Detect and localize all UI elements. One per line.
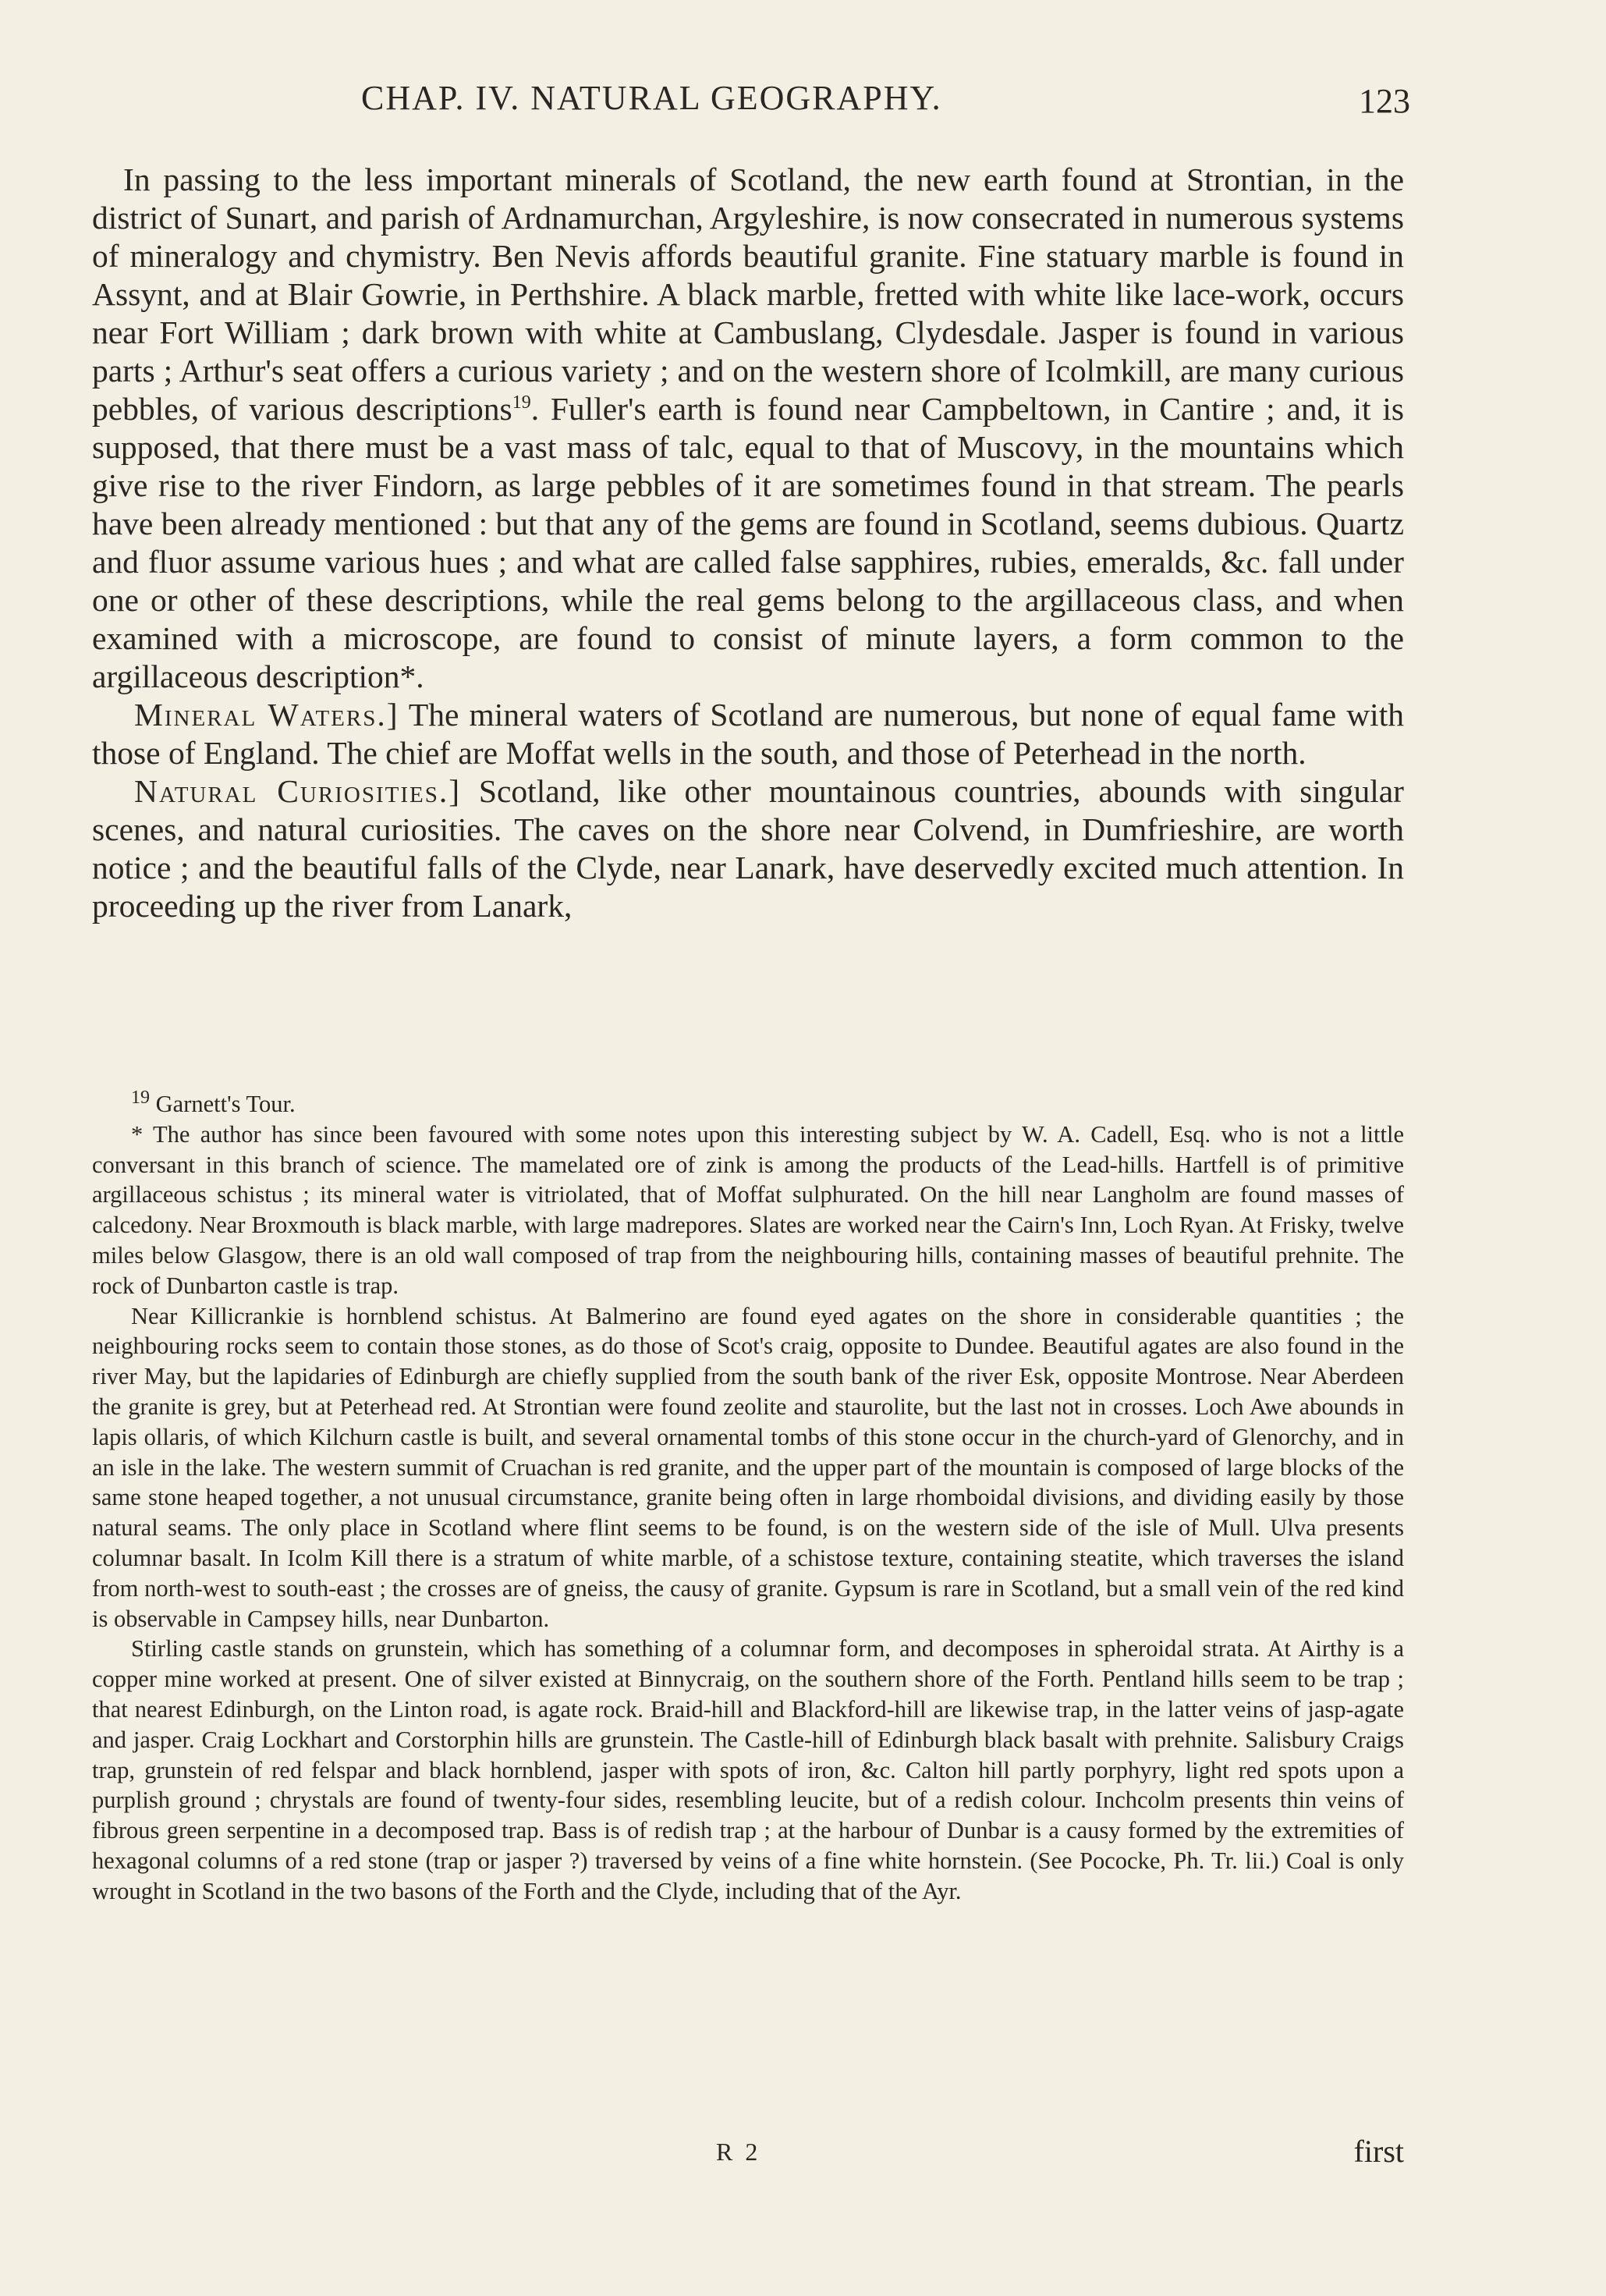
footnote-star-continued-1: Near Killicrankie is hornblend schistus. At Balmerino are found eyed agates on the shore in considerable quantities ; the neighbouring rocks seem to contain those stones, as do those of Scot's craig, opposite to Dundee. Beautiful agates are also found in the river May, but the lapidaries of Edinburgh are chiefly supplied from the south bank of the river Esk, opposite Montrose. Near Aberdeen the granite is grey, but at Peterhead red. At Strontian were found zeolite and staurolite, but the last not in crosses. Loch Awe abounds in lapis ollaris, of which Kilchurn castle is built, and several ornamental tombs of this stone occur in the church-yard of Glenorchy, and in an isle in the lake. The western summit of Cruachan is red granite, and the upper part of the mountain is composed of large blocks of the same stone heaped together, a not unusual circumstance, granite being often in large rhomboidal divisions, and dividing easily by those natural seams. The only place in Scotland where flint seems to be found, is on the western side of the isle of Mull. Ulva presents columnar basalt. In Icolm Kill there is a stratum of white marble, of a schistose texture, containing steatite, which traverses the island from north-west to south-east ; the crosses are of gneiss, the causy of granite. Gypsum is rare in Scotland, but a small vein of the red kind is observable in Campsey hills, near Dunbarton. [92,1302,1404,1632]
section-head-mineral-waters: Mineral Waters.] [134,697,399,733]
paragraph-minerals-text-rest: . Fuller's earth is found near Campbeltown, in Cantire ; and, it is supposed, that there must be a vast mass of talc, equal to that of Muscovy, in the mountains which give rise to the river Findorn, as large pebbles of it are sometimes found in that stream. The pearls have been already mentioned : but that any of the gems are found in Scotland, seems dubious. Quartz and fluor assume various hues ; and what are called false sapphires, rubies, emeralds, &c. fall under one or other of these descriptions, while the real gems belong to the argillaceous class, and when examined with a microscope, are found to consist of minute layers, a form common to the argillaceous description*. [92,391,1404,694]
paragraph-mineral-waters [92,696,1404,772]
footnote-19-marker: 19 [131,1087,150,1108]
running-head [92,78,1410,125]
catchword: first [1353,2134,1404,2169]
footnote-19 [92,1089,1404,1120]
footnotes [92,1089,1404,1907]
paragraph-mineral-waters-text: The mineral waters of Scotland are numerous, but none of equal fame with those of England. The chief are Moffat wells in the south, and those of Peterhead in the north. [92,697,1404,771]
page-footer [92,2133,1404,2172]
page-number: 123 [1359,82,1410,120]
signature-mark: R 2 [716,2138,761,2166]
paragraph-natural-curiosities-text: Scotland, like other mountainous countries, abounds with singular scenes, and natural curiosities. The caves on the shore near Colvend, in Dumfrieshire, are worth notice ; and the beautiful falls of the Clyde, near Lanark, have deservedly excited much attention. In proceeding up the river from Lanark, [92,773,1404,924]
footnote-star-continued-2: Stirling castle stands on grunstein, which has something of a columnar form, and decomposes in spheroidal strata. At Airthy is a copper mine worked at present. One of silver existed at Binnycraig, on the southern shore of the Forth. Pentland hills seem to be trap ; that nearest Edinburgh, on the Linton road, is agate rock. Braid-hill and Blackford-hill are likewise trap, in the latter veins of jasp-agate and jasper. Craig Lockhart and Corstorphin hills are grunstein. The Castle-hill of Edinburgh black basalt with prehnite. Salisbury Craigs trap, grunstein of red felspar and black hornblend, jasper with spots of iron, &c. Calton hill partly porphyry, light red spots upon a purplish ground ; chrystals are found of twenty-four sides, resembling leucite, but of a redish colour. Inchcolm presents thin veins of fibrous green serpentine in a decomposed trap. Bass is of redish trap ; at the harbour of Dunbar is a causy formed by the extremities of hexagonal columns of a red stone (trap or jasper ?) traversed by veins of a fine white hornstein. (See Pococke, Ph. Tr. lii.) Coal is only wrought in Scotland in the two basons of the Forth and the Clyde, including that of the Ayr. [92,1635,1404,1904]
running-title: CHAP. IV. NATURAL GEOGRAPHY. [361,79,942,117]
paragraph-minerals-text: In passing to the less important minerals of Scotland, the new earth found at Strontian, in the district of Sunart, and parish of Ardnamurchan, Argyleshire, is now consecrated in numerous systems of mineralogy and chymistry. Ben Nevis affords beautiful granite. Fine statuary marble is found in Assynt, and at Blair Gowrie, in Perthshire. A black marble, fretted with white like lace-work, occurs near Fort William ; dark brown with white at Cambuslang, Clydesdale. Jasper is found in various parts ; Arthur's seat offers a curious variety ; and on the western shore of Icolmkill, are many curious pebbles, of various descriptions [92,161,1404,427]
paragraph-natural-curiosities [92,772,1404,925]
paragraph-minerals [92,161,1404,696]
body-text [92,161,1404,925]
footnote-star: * The author has since been favoured with some notes upon this interesting subject by W. A. Cadell, Esq. who is not a little conversant in this branch of science. The mamelated ore of zink is among the products of the Lead-hills. Hartfell is of primitive argillaceous schistus ; its mineral water is vitriolated, that of Moffat sulphurated. On the hill near Langholm are found masses of calcedony. Near Broxmouth is black marble, with large madrepores. Slates are worked near the Cairn's Inn, Loch Ryan. At Frisky, twelve miles below Glasgow, there is an old wall composed of trap from the neighbouring hills, containing masses of beautiful prehnite. The rock of Dunbarton castle is trap. [92,1120,1404,1299]
footnote-19-text: Garnett's Tour. [150,1091,296,1117]
footnote-ref-19: 19 [512,392,531,413]
section-head-natural-curiosities: Natural Curiosities.] [134,773,462,809]
